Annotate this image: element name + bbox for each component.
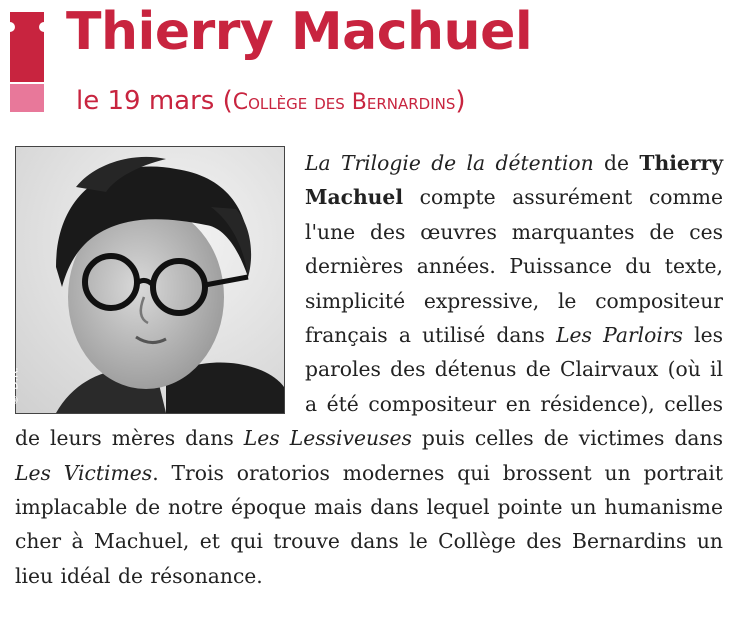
article-body [7,146,723,593]
article-text: puis celles de victimes dans [411,426,723,451]
event-venue: Collège des Bernardins [232,90,456,115]
venue-close-paren: ) [455,86,466,116]
page-title: Thierry Machuel [66,2,533,62]
article-text: les paroles des détenus de Clairvaux (où il a été compositeur en résidence), celles de leurs mères dans [15,323,723,451]
venue-open-paren: ( [222,86,233,116]
photo-credit: © D.R. [7,366,21,405]
event-date: le 19 mars [76,86,215,116]
article-text: . Trois oratorios modernes qui brossent un portrait implacable de notre époque mais dans lequel pointe un humanisme cher à Machuel, et qui trouve dans le Collège des Bernardins un lieu idéal de résonance. [15,460,723,588]
ticket-marker-icon [10,12,44,112]
article-text: compte assurément comme l'une des œuvres marquantes de ces dernières années. Puissance du texte, simplicité expressive, le compositeur français a utilisé dans [305,185,723,348]
work-title: La Trilogie de la détention [305,151,594,175]
work-title: Les Lessiveuses [243,426,412,451]
event-subtitle [76,86,466,117]
composer-name: Thierry Machuel [305,151,723,210]
work-title: Les Victimes [15,460,153,485]
article-text: de [593,151,640,175]
work-title: Les Parloirs [556,323,683,348]
composer-portrait [7,146,285,414]
